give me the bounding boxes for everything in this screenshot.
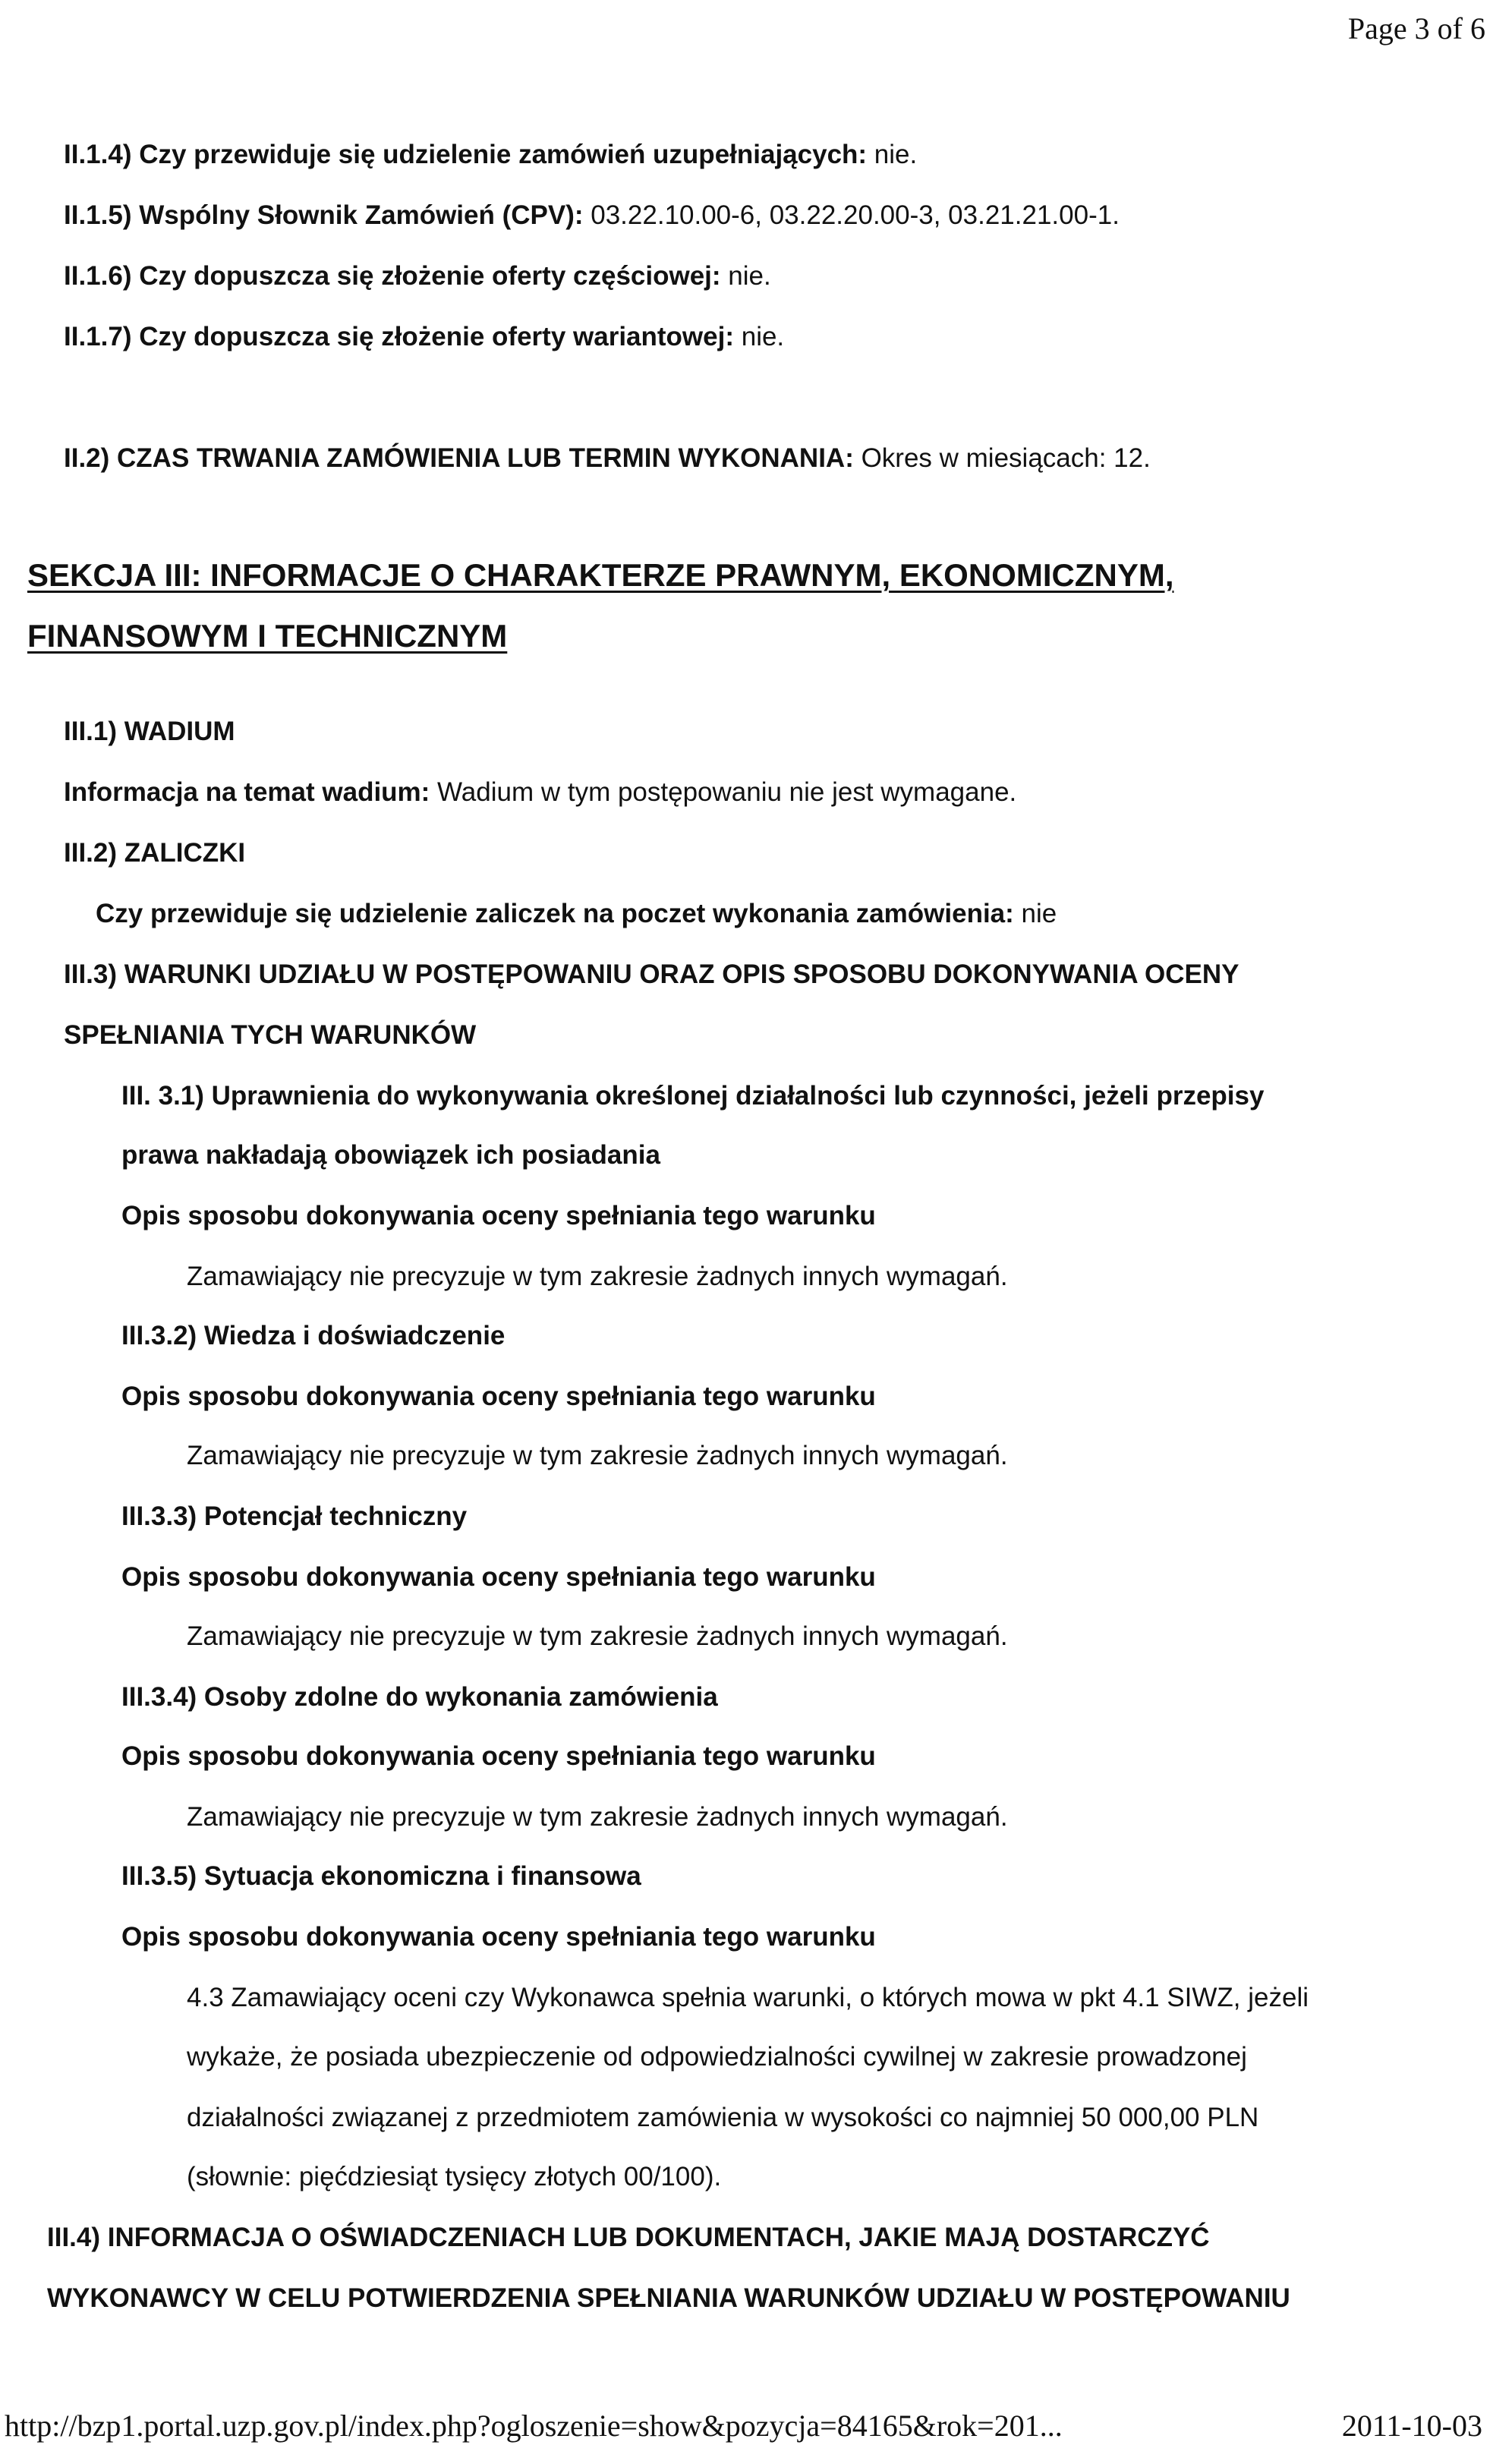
iii-3-5-text-line2: wykaże, że posiada ubezpieczenie od odpowiedzialności cywilnej w zakresie prowadzonej <box>187 2042 1247 2072</box>
item-ii-1-7-label: II.1.7) Czy dopuszcza się złożenie oferty wariantowej: <box>64 322 734 351</box>
iii-1-heading: III.1) WADIUM <box>64 717 235 746</box>
item-ii-1-6-value: nie. <box>720 261 771 291</box>
item-ii-1-4-label: II.1.4) Czy przewiduje się udzielenie zamówień uzupełniających: <box>64 140 868 169</box>
iii-3-3-opis-text: Zamawiający nie precyzuje w tym zakresie żadnych innych wymagań. <box>187 1621 1008 1651</box>
iii-3-5-text-line1: 4.3 Zamawiający oceni czy Wykonawca spełnia warunki, o których mowa w pkt 4.1 SIWZ, jeżeli <box>187 1983 1309 2012</box>
iii-3-5-heading: III.3.5) Sytuacja ekonomiczna i finansowa <box>121 1861 641 1891</box>
iii-3-4-opis-text: Zamawiający nie precyzuje w tym zakresie żadnych innych wymagań. <box>187 1802 1008 1832</box>
item-ii-1-4 <box>64 138 917 172</box>
item-ii-2 <box>64 442 1151 475</box>
item-ii-1-7-value: nie. <box>734 322 785 351</box>
iii-3-5-text-line3: działalności związanej z przedmiotem zamówienia w wysokości co najmniej 50 000,00 PLN <box>187 2103 1259 2132</box>
footer-date: 2011-10-03 <box>1341 2409 1482 2443</box>
item-ii-1-4-value: nie. <box>867 140 918 169</box>
item-ii-2-value: Okres w miesiącach: 12. <box>853 443 1151 473</box>
iii-3-1-heading-line2: prawa nakładają obowiązek ich posiadania <box>121 1140 660 1170</box>
iii-3-1-opis-text: Zamawiający nie precyzuje w tym zakresie żadnych innych wymagań. <box>187 1262 1008 1291</box>
iii-1-label: Informacja na temat wadium: <box>64 777 430 807</box>
iii-3-2-heading: III.3.2) Wiedza i doświadczenie <box>121 1321 506 1350</box>
item-ii-1-6 <box>64 260 771 293</box>
iii-4-heading-line1: III.4) INFORMACJA O OŚWIADCZENIACH LUB DOKUMENTACH, JAKIE MAJĄ DOSTARCZYĆ <box>47 2223 1210 2252</box>
iii-3-heading-line1: III.3) WARUNKI UDZIAŁU W POSTĘPOWANIU ORAZ OPIS SPOSOBU DOKONYWANIA OCENY <box>64 959 1239 989</box>
item-ii-2-label: II.2) CZAS TRWANIA ZAMÓWIENIA LUB TERMIN WYKONANIA: <box>64 443 854 473</box>
iii-2-label: Czy przewiduje się udzielenie zaliczek na poczet wykonania zamówienia: <box>96 899 1014 928</box>
iii-3-5-text-line4: (słownie: pięćdziesiąt tysięcy złotych 00/100). <box>187 2162 722 2191</box>
footer-url: http://bzp1.portal.uzp.gov.pl/index.php?ogloszenie=show&pozycja=84165&rok=201... <box>5 2409 1063 2443</box>
iii-2-zaliczki <box>96 897 1057 931</box>
iii-4-heading-line2: WYKONAWCY W CELU POTWIERDZENIA SPEŁNIANIA WARUNKÓW UDZIAŁU W POSTĘPOWANIU <box>47 2283 1290 2313</box>
iii-3-1-opis-label: Opis sposobu dokonywania oceny spełniania tego warunku <box>121 1201 876 1230</box>
item-ii-1-5-label: II.1.5) Wspólny Słownik Zamówień (CPV): <box>64 200 584 230</box>
iii-3-heading-line2: SPEŁNIANIA TYCH WARUNKÓW <box>64 1020 477 1050</box>
iii-2-value: nie <box>1013 899 1057 928</box>
iii-3-2-opis-label: Opis sposobu dokonywania oceny spełniania tego warunku <box>121 1382 876 1411</box>
iii-3-4-heading: III.3.4) Osoby zdolne do wykonania zamówienia <box>121 1682 718 1712</box>
item-ii-1-6-label: II.1.6) Czy dopuszcza się złożenie oferty częściowej: <box>64 261 721 291</box>
iii-1-wadium <box>64 776 1016 809</box>
iii-1-value: Wadium w tym postępowaniu nie jest wymagane. <box>430 777 1017 807</box>
iii-3-3-heading: III.3.3) Potencjał techniczny <box>121 1501 468 1531</box>
section-iii-title-line2: FINANSOWYM I TECHNICZNYM <box>27 618 508 654</box>
item-ii-1-7 <box>64 320 784 354</box>
iii-3-5-opis-label: Opis sposobu dokonywania oceny spełniania tego warunku <box>121 1922 876 1952</box>
iii-3-3-opis-label: Opis sposobu dokonywania oceny spełniania tego warunku <box>121 1562 876 1592</box>
iii-3-4-opis-label: Opis sposobu dokonywania oceny spełniania tego warunku <box>121 1741 876 1771</box>
section-iii-title-line1: SEKCJA III: INFORMACJE O CHARAKTERZE PRAWNYM, EKONOMICZNYM, <box>27 557 1174 593</box>
page-number: Page 3 of 6 <box>1347 11 1485 46</box>
item-ii-1-5-value: 03.22.10.00-6, 03.22.20.00-3, 03.21.21.00-1. <box>583 200 1120 230</box>
iii-2-heading: III.2) ZALICZKI <box>64 838 246 868</box>
item-ii-1-5 <box>64 199 1120 232</box>
iii-3-2-opis-text: Zamawiający nie precyzuje w tym zakresie żadnych innych wymagań. <box>187 1441 1008 1470</box>
iii-3-1-heading-line1: III. 3.1) Uprawnienia do wykonywania określonej działalności lub czynności, jeżeli przepisy <box>121 1081 1265 1111</box>
